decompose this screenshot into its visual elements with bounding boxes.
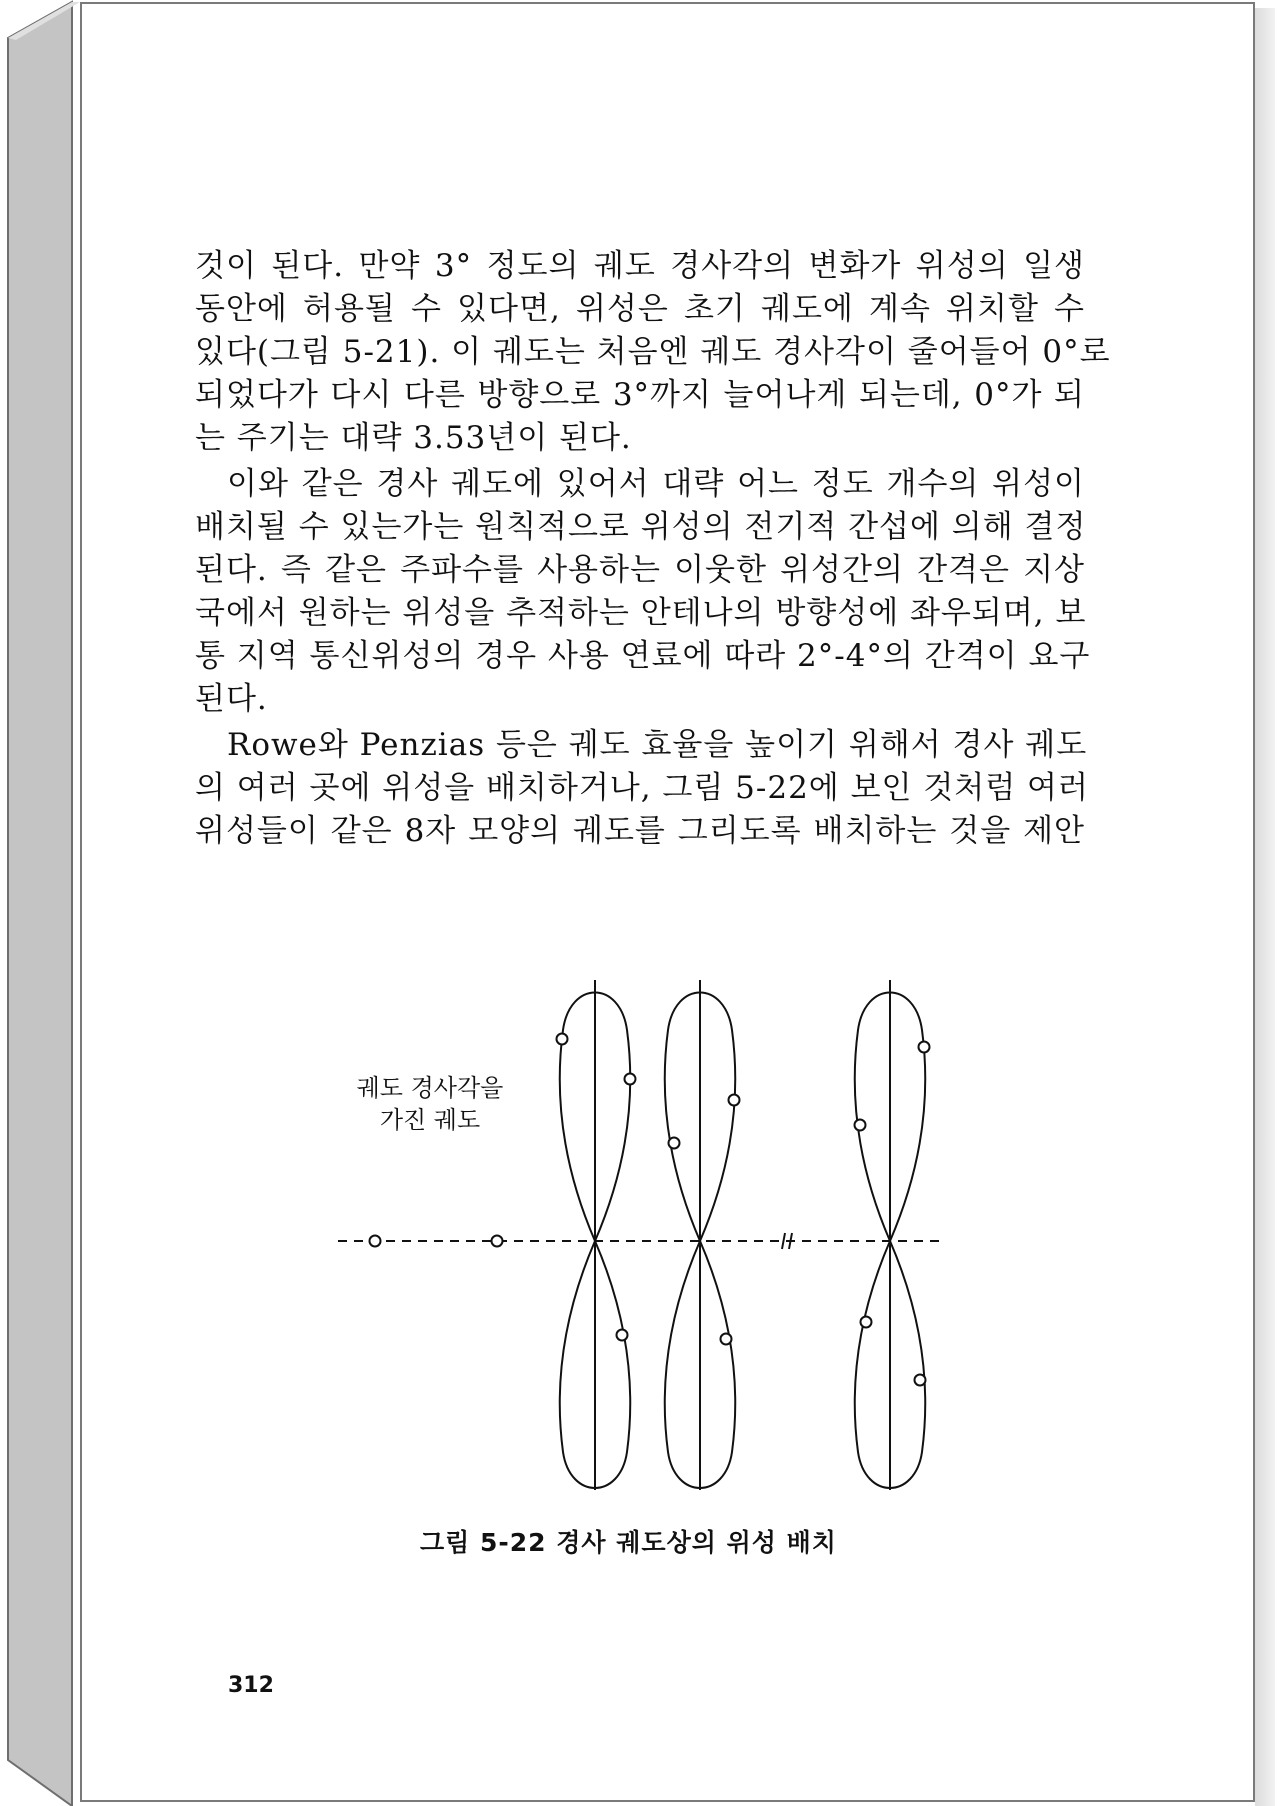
paragraph-3 [195,724,1089,853]
text-line: 통 지역 통신위성의 경우 사용 연료에 따라 2°-4°의 간격이 요구 [195,638,1091,674]
satellite-icon [557,1034,568,1045]
page-edge-shadow [1255,8,1275,1806]
page-number: 312 [228,1673,274,1698]
satellite-icon [492,1236,503,1247]
text-line: 동안에 허용될 수 있다면, 위성은 초기 궤도에 계속 위치할 수 [195,291,1085,327]
satellite-icon [370,1236,381,1247]
satellite-icon [861,1317,872,1328]
break-mark [782,1233,785,1249]
figure-label-line: 궤도 경사각을 [356,1074,504,1102]
paragraph-1 [195,245,1111,460]
text-line: Rowe와 Penzias 등은 궤도 효율을 높이기 위해서 경사 궤도 [227,727,1088,763]
text-line: 의 여러 곳에 위성을 배치하거나, 그림 5-22에 보인 것처럼 여러 [195,770,1089,806]
book-spine [0,0,90,1806]
satellite-icon [729,1095,740,1106]
text-line: 이와 같은 경사 궤도에 있어서 대략 어느 정도 개수의 위성이 [227,466,1085,502]
text-line: 된다. 즉 같은 주파수를 사용하는 이웃한 위성간의 간격은 지상 [195,552,1085,588]
text-line: 국에서 원하는 위성을 추적하는 안테나의 방향성에 좌우되며, 보 [195,595,1087,631]
body-text [195,245,1111,856]
satellite-icon [915,1375,926,1386]
figure-label-line: 가진 궤도 [379,1106,481,1134]
text-line: 것이 된다. 만약 3° 정도의 궤도 경사각의 변화가 위성의 일생 [195,248,1085,284]
text-line: 는 주기는 대략 3.53년이 된다. [195,420,632,456]
figure-8-orbit-diagram [320,970,980,1490]
paragraph-2 [195,463,1091,721]
text-line: 된다. [195,681,268,717]
satellite-icon [855,1120,866,1131]
satellite-icon [625,1074,636,1085]
satellite-icon [721,1334,732,1345]
figure-caption: 그림 5-22 경사 궤도상의 위성 배치 [420,1528,837,1557]
satellite-icon [919,1042,930,1053]
text-line: 있다(그림 5-21). 이 궤도는 처음엔 궤도 경사각이 줄어들어 0°로 [195,334,1111,370]
text-line: 되었다가 다시 다른 방향으로 3°까지 늘어나게 되는데, 0°가 되 [195,377,1085,413]
satellite-icon [669,1138,680,1149]
satellite-icon [617,1330,628,1341]
text-line: 위성들이 같은 8자 모양의 궤도를 그리도록 배치하는 것을 제안 [195,813,1085,849]
text-line: 배치될 수 있는가는 원칙적으로 위성의 전기적 간섭에 의해 결정 [195,509,1087,545]
